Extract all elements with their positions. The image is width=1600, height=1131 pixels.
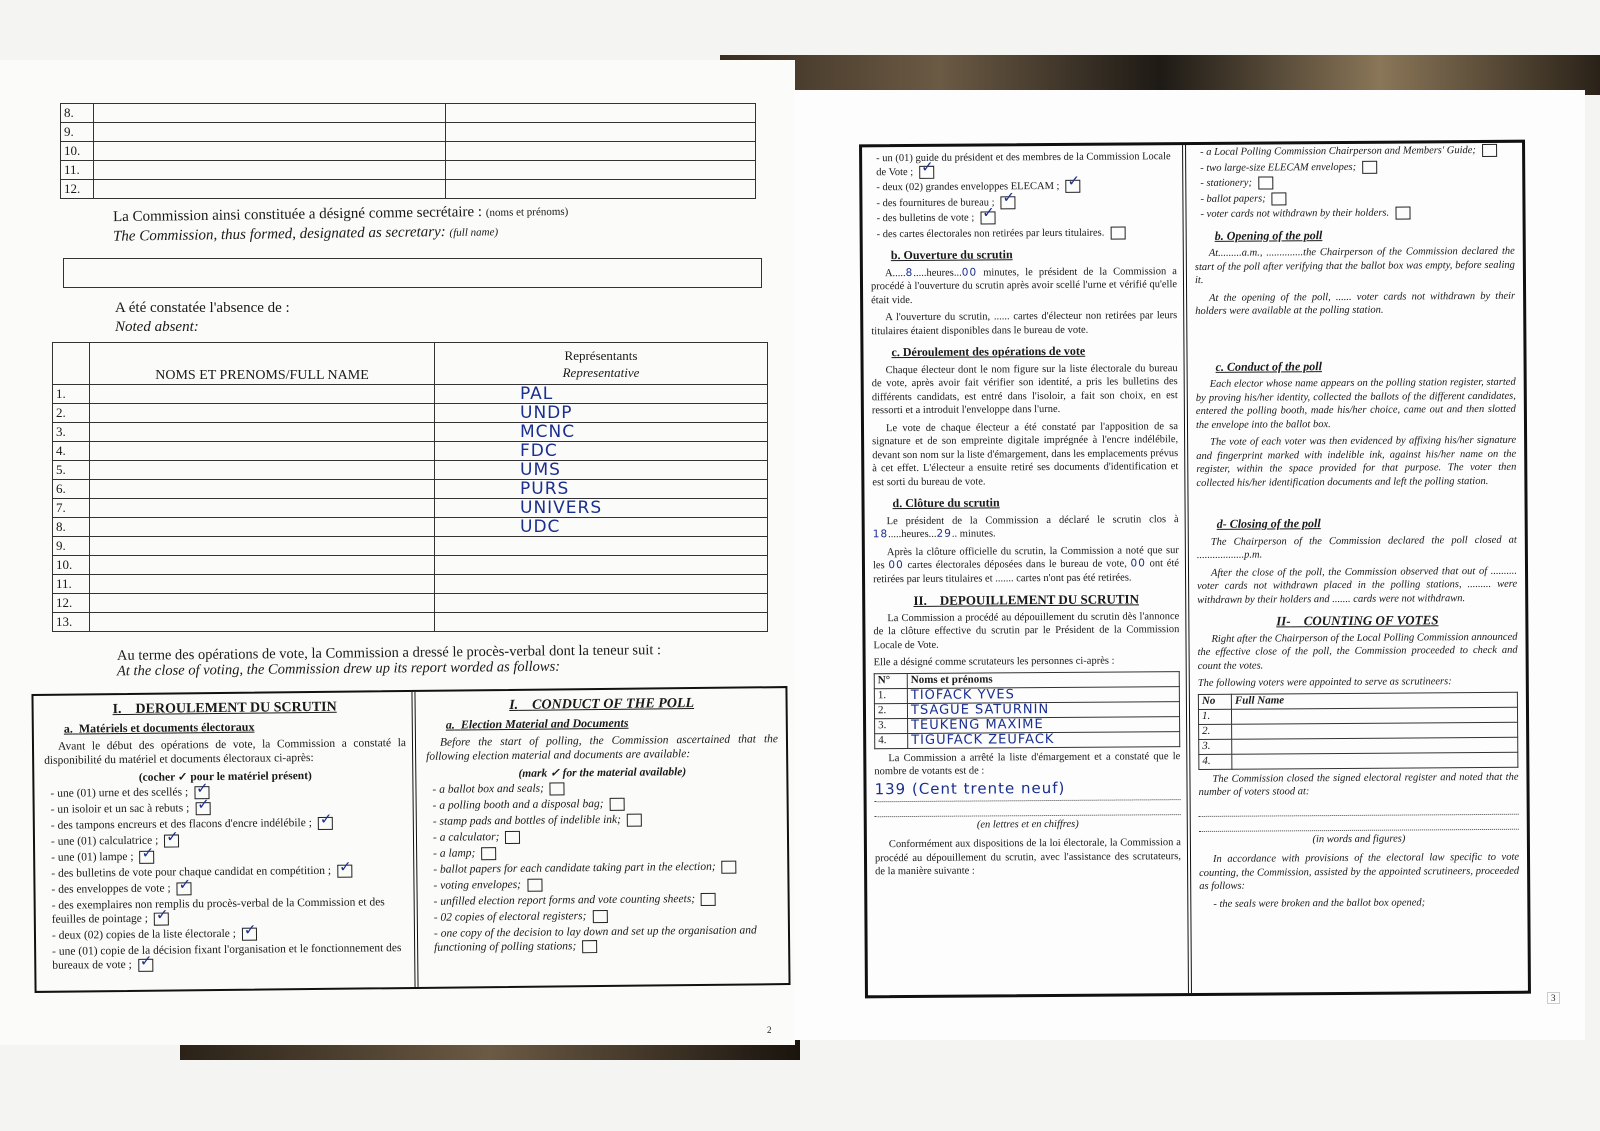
- checklist-item: [1200, 175, 1514, 191]
- checkbox[interactable]: [722, 860, 737, 873]
- table-row: [53, 404, 768, 423]
- checkbox[interactable]: [164, 834, 179, 847]
- table-row: [61, 142, 756, 161]
- en-counting-title: II- COUNTING OF VOTES: [1276, 612, 1439, 629]
- row-number: 13.: [53, 613, 90, 632]
- absent-label-en: Noted absent:: [115, 319, 199, 335]
- representative-cell[interactable]: [435, 537, 768, 556]
- members-table: [60, 103, 756, 199]
- role-cell[interactable]: [446, 123, 756, 142]
- fr-opening-title: b. Ouverture du scrutin: [890, 247, 1013, 263]
- fr-counting-title: II. DEPOUILLEMENT DU SCRUTIN: [913, 591, 1140, 608]
- checklist-item: [51, 863, 407, 881]
- fr-counting-p2: Elle a désigné comme scrutateurs les personnes ci-après :: [873, 655, 1115, 669]
- row-number: 4.: [875, 733, 908, 748]
- checklist-item: [877, 226, 1177, 242]
- checklist-label: - a lamp;: [433, 847, 476, 860]
- right-page: [795, 90, 1585, 1040]
- checklist-label: - un (01) guide du président et des membres de la Commission Locale de Vote ;: [876, 151, 1171, 178]
- fr-voters-text: La Commission a arrêté la liste d'émargement et a constaté que le nombre de votants est de :: [874, 750, 1181, 778]
- report-intro-fr: Au terme des opérations de vote, la Commission a dressé le procès-verbal dont la teneur suit :: [116, 642, 662, 664]
- checklist-label: - stamp pads and bottles of indelible ink;: [432, 813, 622, 828]
- checklist-item: [1200, 206, 1514, 222]
- checklist-item: [51, 847, 407, 865]
- name-cell[interactable]: [94, 161, 446, 180]
- name-cell[interactable]: [94, 180, 446, 199]
- name-cell[interactable]: [90, 613, 435, 632]
- fr-final-text: Conformément aux dispositions de la loi électorale, la Commission a procédé au dépouillement du scrutin, avec l'assistance des scrutateurs, de la manière suivante :: [874, 837, 1182, 878]
- checklist-item: [1200, 144, 1514, 160]
- checklist-label: - une (01) calculatrice ;: [50, 834, 159, 848]
- checklist-label: - des tampons encreurs et des flacons d'encre indélébile ;: [50, 817, 312, 832]
- checklist-label: - des enveloppes de vote ;: [51, 882, 171, 896]
- checklist-label: - deux (02) copies de la liste électorale ;: [51, 927, 236, 942]
- checkbox[interactable]: [919, 165, 934, 178]
- checkbox[interactable]: [177, 882, 192, 895]
- checklist-item: [51, 831, 407, 849]
- en-final-text: In accordance with provisions of the electoral law specific to vote counting, the Commission, assisted by the appointed scrutineers, proceeded as follows:: [1199, 851, 1520, 892]
- fr-scrutineers-table: N° Noms et prénoms 1. TIOFACK YVES 2. TSAGUE SATURNIN 3. TEUKENG MAXIME 4. TIGUFACK ZEUFACK: [874, 671, 1181, 749]
- checklist-item: [877, 210, 1177, 226]
- table-row: [53, 480, 768, 499]
- name-cell[interactable]: [94, 104, 446, 123]
- row-number: 12.: [53, 594, 90, 613]
- en-column: [1194, 143, 1519, 911]
- report-frame: [31, 686, 790, 993]
- checklist-label: - 02 copies of electoral registers;: [433, 910, 587, 924]
- representative-cell[interactable]: UNDP: [435, 404, 768, 423]
- row-number: 8.: [61, 104, 94, 123]
- name-cell[interactable]: [90, 518, 435, 537]
- en-conduct-column: [426, 694, 781, 957]
- checklist-label: - des bulletins de vote pour chaque candidat en compétition ;: [51, 864, 332, 880]
- checkbox[interactable]: [1482, 144, 1497, 157]
- row-number: 1.: [874, 688, 907, 703]
- representative-cell[interactable]: PURS: [435, 480, 768, 499]
- checklist-label: - a Local Polling Commission Chairperson and Members' Guide;: [1200, 145, 1476, 158]
- report-frame-continued: [859, 140, 1531, 999]
- row-number: 1.: [1198, 709, 1231, 724]
- name-cell[interactable]: [90, 594, 435, 613]
- checkbox[interactable]: [1272, 192, 1287, 205]
- en-conduct-p2: The vote of each voter was then evidenced by affixing his/her signature and fingerprint marked with indelible ink, against his/her name on the register, within the space provided for that purpose. The voter then collected his/her identification documents and left the polling station.: [1196, 434, 1517, 489]
- en-opening-cards: At the opening of the poll, ...... voter cards not withdrawn by their holders were available at the polling station.: [1195, 290, 1516, 317]
- row-number: 8.: [53, 518, 90, 537]
- name-cell[interactable]: [90, 442, 435, 461]
- checklist-item: [1200, 190, 1514, 206]
- table-row: [53, 461, 768, 480]
- representative-cell[interactable]: [435, 575, 768, 594]
- fr-conduct-p2: Le vote de chaque électeur a été constaté par l'apposition de sa signature et de son empreinte digitale imprégnée à l'encre indélébile, devant son nom sur la liste d'émargement, dans les emplacements prévus à cet effet. L'électeur a ensuite retiré ses documents d'identification et est sorti du bureau de vote.: [872, 420, 1179, 488]
- scrutineer-name[interactable]: TIOFACK YVES: [907, 686, 1179, 703]
- en-conduct-title: c. Conduct of the poll: [1215, 358, 1322, 374]
- row-number: 11.: [53, 575, 90, 594]
- checklist-label: - two large-size ELECAM envelopes;: [1200, 161, 1357, 174]
- checklist-item: [1200, 159, 1514, 175]
- table-row: [53, 423, 768, 442]
- fr-opening-cards: A l'ouverture du scrutin, ...... cartes d'électeur non retirées par leurs titulaires étaient disponibles dans le bureau de vote.: [871, 310, 1178, 337]
- checkbox[interactable]: [980, 211, 995, 224]
- table-row: [53, 556, 768, 575]
- checklist-item: [876, 179, 1176, 195]
- checklist-label: - des fournitures de bureau ;: [876, 196, 995, 209]
- table-row: [875, 731, 1180, 748]
- scrutineer-name[interactable]: TEUKENG MAXIME: [908, 716, 1180, 733]
- checklist-label: - one copy of the decision to lay down and set up the organisation and functioning of polling stations;: [433, 924, 757, 954]
- en-closing-time: The Chairperson of the Commission declared the poll closed at ..................p.m.: [1196, 534, 1517, 561]
- representative-cell[interactable]: MCNC: [435, 423, 768, 442]
- name-cell[interactable]: [90, 575, 435, 594]
- fr-subsection-title: a. Matériels et documents électoraux: [63, 719, 255, 736]
- en-counting-p1: Right after the Chairperson of the Local Polling Commission announced the effective close of the poll, the Commission proceeded to check and count the votes.: [1197, 631, 1518, 672]
- checkbox[interactable]: [1362, 160, 1377, 173]
- checklist-item: [433, 843, 779, 861]
- name-cell[interactable]: [90, 461, 435, 480]
- en-section-title: I. CONDUCT OF THE POLL: [509, 696, 695, 713]
- checkbox[interactable]: [138, 959, 153, 972]
- checkbox[interactable]: [609, 798, 624, 811]
- col-name-header: NOMS ET PRENOMS/FULL NAME: [90, 343, 435, 385]
- fr-closing-cards: Après la clôture officielle du scrutin, la Commission a noté que sur les 00 cartes électorales déposées dans le bureau de vote, 00 ont été retirées par leurs titulaires et ....... cartes n'ont pas été retirées.: [872, 544, 1180, 585]
- name-cell[interactable]: [90, 480, 435, 499]
- representative-cell[interactable]: FDC: [435, 442, 768, 461]
- checklist-label: - stationery;: [1200, 177, 1252, 189]
- en-counting-p2: The following voters were appointed to serve as scrutineers:: [1197, 676, 1452, 689]
- en-opening-text: At.........a.m., ..............the Chairperson of the Commission declared the start of the poll after verifying that the ballot box was empty, before sealing it.: [1194, 245, 1515, 286]
- en-voters-text: The Commission closed the signed electoral register and noted that the number of voters stood at:: [1198, 771, 1519, 798]
- row-number: 2.: [874, 703, 907, 718]
- table-row: [61, 104, 756, 123]
- checkbox[interactable]: [154, 912, 169, 925]
- fr-section-title: I. DEROULEMENT DU SCRUTIN: [112, 699, 337, 718]
- en-closing-title: d- Closing of the poll: [1216, 516, 1321, 531]
- fr-voters-note: (en lettres et en chiffres): [976, 818, 1079, 831]
- fr-column: [870, 149, 1181, 883]
- representative-cell[interactable]: UDC: [435, 518, 768, 537]
- checkbox[interactable]: [1395, 207, 1410, 220]
- checklist-item: [433, 827, 779, 845]
- checklist-label: - une (01) urne et des scellés ;: [50, 786, 189, 800]
- checklist-item: [433, 875, 779, 893]
- fr-conduct-column: [44, 698, 409, 975]
- checkbox[interactable]: [1065, 180, 1080, 193]
- row-number: 7.: [53, 499, 90, 518]
- table-row: [53, 594, 768, 613]
- role-cell[interactable]: [446, 180, 756, 199]
- fr-closing-title: d. Clôture du scrutin: [892, 495, 1000, 511]
- page-number: 3: [1547, 992, 1560, 1004]
- checklist-item: [433, 859, 779, 877]
- checkbox[interactable]: [242, 927, 257, 940]
- report-intro-en: At the close of voting, the Commission drew up its report worded as follows:: [116, 658, 561, 680]
- fr-conduct-title: c. Déroulement des opérations de vote: [891, 343, 1086, 360]
- table-row: [53, 385, 768, 404]
- fr-instruction: (cocher ✓ pour le matériel présent): [138, 770, 312, 784]
- checklist-item: [51, 799, 407, 817]
- checklist-item: [434, 891, 780, 909]
- checklist-label: - a polling booth and a disposal bag;: [432, 797, 604, 812]
- checkbox[interactable]: [582, 940, 597, 953]
- checklist-item: [52, 941, 408, 973]
- table-row: [53, 537, 768, 556]
- row-number: 2.: [53, 404, 90, 423]
- fr-conduct-p1: Chaque électeur dont le nom figure sur la liste électorale du bureau de vote, après avoir fait vérifier son identité, a pris les bulletins des différents candidats, est entré dans l'isoloir, a fait son choix, en est ressorti et a introduit l'enveloppe dans l'urne.: [871, 362, 1178, 417]
- checkbox[interactable]: [505, 831, 520, 844]
- checkbox[interactable]: [550, 782, 565, 795]
- representative-cell[interactable]: [435, 594, 768, 613]
- row-number: 9.: [61, 123, 94, 142]
- fr-intro: Avant le début des opérations de vote, la Commission a constaté la disponibilité du matériel et documents électoraux ci-après:: [44, 737, 407, 767]
- row-number: 11.: [61, 161, 94, 180]
- checkbox[interactable]: [627, 813, 642, 826]
- checklist-item: [52, 895, 408, 927]
- table-row: [61, 161, 756, 180]
- name-cell[interactable]: [94, 142, 446, 161]
- en-final-item: - the seals were broken and the ballot box opened;: [1213, 896, 1426, 910]
- row-number: 12.: [61, 180, 94, 199]
- checklist-item: [51, 815, 407, 833]
- row-number: 4.: [53, 442, 90, 461]
- name-cell[interactable]: [90, 537, 435, 556]
- checklist-item: [434, 923, 780, 955]
- checklist-item: [432, 779, 778, 797]
- absent-table: [52, 342, 768, 632]
- representative-cell[interactable]: [435, 556, 768, 575]
- representative-cell[interactable]: UNIVERS: [435, 499, 768, 518]
- table-row: [53, 499, 768, 518]
- checklist-item: [51, 879, 407, 897]
- checklist-item: [433, 811, 779, 829]
- scrutineer-name[interactable]: TIGUFACK ZEUFACK: [908, 731, 1180, 748]
- name-cell[interactable]: [90, 423, 435, 442]
- background-top: [720, 55, 1600, 95]
- checkbox[interactable]: [1000, 196, 1015, 209]
- representative-cell[interactable]: [435, 613, 768, 632]
- en-instruction: (mark ✓ for the material available): [518, 766, 687, 780]
- checkbox[interactable]: [481, 847, 496, 860]
- checklist-label: - voting envelopes;: [433, 878, 522, 892]
- en-voters-line[interactable]: [1199, 801, 1519, 816]
- checklist-item: [434, 907, 780, 925]
- secretary-input[interactable]: [63, 258, 762, 288]
- en-closing-cards: After the close of the poll, the Commission observed that out of .......... voter cards not withdrawn placed in the polling stations, ......... were withdrawn by their holders and ....... cards were not withdrawn.: [1197, 565, 1518, 606]
- en-subsection-title: a. Election Material and Documents: [445, 715, 629, 732]
- checklist-item: [52, 925, 408, 943]
- checkbox[interactable]: [318, 817, 333, 830]
- name-cell[interactable]: [94, 123, 446, 142]
- checklist-item: [433, 795, 779, 813]
- secretary-label-fr: La Commission ainsi constituée a désigné comme secrétaire : (noms et prénoms): [112, 204, 569, 226]
- row-number: 2.: [1199, 724, 1232, 739]
- checklist-label: - des cartes électorales non retirées par leurs titulaires.: [876, 227, 1105, 240]
- checkbox[interactable]: [701, 893, 716, 906]
- checklist-label: - unfilled election report forms and vote counting sheets;: [433, 893, 696, 908]
- fr-closing-time: Le président de la Commission a déclaré le scrutin clos à 18.....heures...29.. minutes.: [872, 513, 1179, 541]
- row-number: 3.: [875, 718, 908, 733]
- row-number: 3.: [1199, 739, 1232, 754]
- fr-counting-p1: La Commission a procédé au dépouillement du scrutin dès l'annonce de la clôture effective du scrutin par le Président de la Commission Locale de Vote.: [873, 610, 1180, 651]
- scrutineer-name[interactable]: [1232, 752, 1518, 769]
- en-voters-note: (in words and figures): [1312, 833, 1406, 845]
- checklist-label: - des bulletins de vote ;: [876, 212, 975, 225]
- row-number: 3.: [53, 423, 90, 442]
- representative-cell[interactable]: PAL: [435, 385, 768, 404]
- fr-opening-text: A.....8.....heures...00 minutes, le président de la Commission a procédé à l'ouverture du scrutin après avoir scellé l'urne et vérifié qu'elle était vide.: [870, 265, 1178, 306]
- table-row: [53, 518, 768, 537]
- row-number: 10.: [53, 556, 90, 575]
- table-row: [61, 123, 756, 142]
- en-conduct-p1: Each elector whose name appears on the polling station register, started by proving his/her identity, collected the ballots of the different candidates, entered the polling booth, made his/her choice, came out and then slotted the envelope into the ballot box.: [1195, 376, 1516, 431]
- secretary-label-en: The Commission, thus formed, designated as secretary: (full name): [112, 224, 499, 245]
- representative-cell[interactable]: UMS: [435, 461, 768, 480]
- page-number: 2: [767, 1025, 772, 1035]
- table-row: [1199, 752, 1518, 769]
- checklist-label: - une (01) copie de la décision fixant l'organisation et le fonctionnement des bureaux de vote ;: [52, 942, 402, 972]
- checklist-label: - ballot papers for each candidate taking part in the election;: [433, 860, 716, 876]
- checkbox[interactable]: [1258, 177, 1273, 190]
- checklist-item: [876, 150, 1176, 179]
- role-cell[interactable]: [446, 104, 756, 123]
- col-rep-header: Représentants Representative: [435, 343, 768, 385]
- table-row: [53, 442, 768, 461]
- checklist-label: - a calculator;: [432, 831, 500, 844]
- scrutineer-name[interactable]: TSAGUE SATURNIN: [907, 701, 1179, 718]
- name-cell[interactable]: [90, 499, 435, 518]
- role-cell[interactable]: [446, 142, 756, 161]
- checklist-label: - voter cards not withdrawn by their holders.: [1200, 207, 1390, 220]
- checklist-label: - deux (02) grandes enveloppes ELECAM ;: [876, 180, 1060, 194]
- row-number: 10.: [61, 142, 94, 161]
- table-row: [53, 575, 768, 594]
- fr-voters-value[interactable]: 139 (Cent trente neuf): [874, 781, 1180, 802]
- checklist-label: - ballot papers;: [1200, 192, 1266, 205]
- checkbox[interactable]: [337, 864, 352, 877]
- row-number: 1.: [53, 385, 90, 404]
- checklist-label: - un isoloir et un sac à rebuts ;: [50, 802, 190, 816]
- table-row: [53, 613, 768, 632]
- absent-label-fr: A été constatée l'absence de :: [115, 300, 290, 316]
- checkbox[interactable]: [195, 802, 210, 815]
- en-intro: Before the start of polling, the Commission ascertained that the following election material and documents are available:: [426, 733, 779, 763]
- checklist-item: [876, 195, 1176, 211]
- checklist-label: - des exemplaires non remplis du procès-verbal de la Commission et des feuilles de pointage ;: [51, 896, 385, 926]
- name-cell[interactable]: [90, 404, 435, 423]
- left-page: [0, 60, 795, 1045]
- row-number: 4.: [1199, 754, 1232, 769]
- name-cell[interactable]: [90, 556, 435, 575]
- checkbox[interactable]: [592, 910, 607, 923]
- row-number: 6.: [53, 480, 90, 499]
- en-opening-title: b. Opening of the poll: [1214, 227, 1323, 243]
- checklist-label: - une (01) lampe ;: [51, 850, 134, 864]
- role-cell[interactable]: [446, 161, 756, 180]
- en-scrutineers-table: No Full Name 1. 2. 3. 4.: [1198, 691, 1519, 769]
- name-cell[interactable]: [90, 385, 435, 404]
- checkbox[interactable]: [1110, 226, 1125, 239]
- checklist-label: - a ballot box and seals;: [432, 782, 545, 796]
- checkbox[interactable]: [527, 878, 542, 891]
- checkbox[interactable]: [139, 851, 154, 864]
- table-row: [61, 180, 756, 199]
- checklist-item: [50, 783, 406, 801]
- row-number: 5.: [53, 461, 90, 480]
- row-number: 9.: [53, 537, 90, 556]
